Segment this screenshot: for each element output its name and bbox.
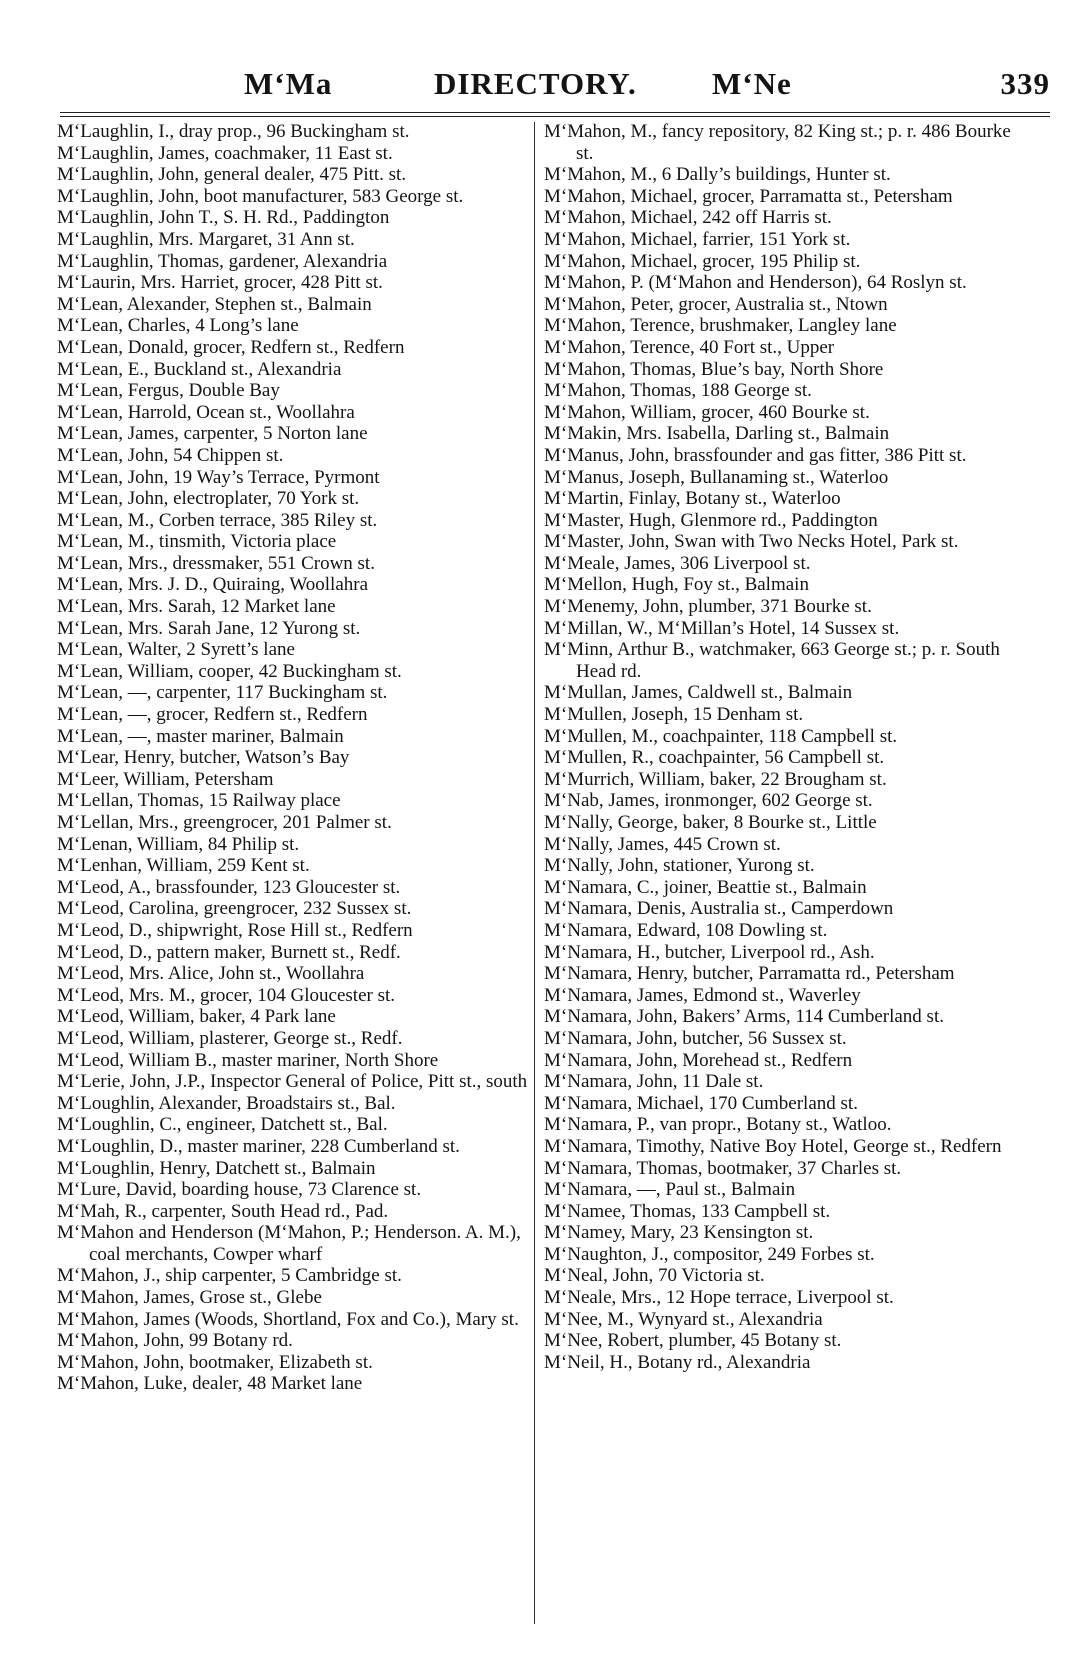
directory-entry: M‘Neal, John, 70 Victoria st. bbox=[544, 1265, 765, 1287]
directory-entry: M‘Mahon, Terence, brushmaker, Langley lane bbox=[544, 315, 897, 337]
directory-entry: M‘Laughlin, Thomas, gardener, Alexandria bbox=[57, 250, 388, 272]
directory-entry: M‘Laughlin, John T., S. H. Rd., Paddington bbox=[57, 207, 390, 229]
directory-entry: M‘Leod, William, baker, 4 Park lane bbox=[57, 1006, 336, 1028]
directory-entry: M‘Mahon, John, 99 Botany rd. bbox=[57, 1330, 293, 1352]
directory-entry: M‘Lean, James, carpenter, 5 Norton lane bbox=[57, 423, 368, 445]
directory-entry: M‘Mahon, James, Grose st., Glebe bbox=[57, 1287, 322, 1309]
directory-entry: M‘Namara, John, Morehead st., Redfern bbox=[544, 1049, 853, 1071]
directory-entry: M‘Lean, John, electroplater, 70 York st. bbox=[57, 488, 360, 510]
directory-entry: M‘Mahon, M., 6 Dally’s buildings, Hunter st. bbox=[544, 164, 891, 186]
directory-entry: M‘Namara, Edward, 108 Dowling st. bbox=[544, 919, 828, 941]
directory-entry: M‘Lean, —, grocer, Redfern st., Redfern bbox=[57, 704, 368, 726]
directory-entry: M‘Leod, Carolina, greengrocer, 232 Sussex st. bbox=[57, 898, 412, 920]
directory-entry: M‘Namee, Thomas, 133 Campbell st. bbox=[544, 1200, 831, 1222]
directory-entry: M‘Loughlin, C., engineer, Datchett st., Bal. bbox=[57, 1114, 388, 1136]
directory-entry: M‘Mahon, Peter, grocer, Australia st., Ntown bbox=[544, 293, 888, 315]
directory-entry: M‘Mahon, Terence, 40 Fort st., Upper bbox=[544, 336, 835, 358]
directory-entry: M‘Mahon and Henderson (M‘Mahon, P.; Henderson. A. M.), coal merchants, Cowper wharf bbox=[57, 1222, 521, 1265]
directory-entry: M‘Leod, D., pattern maker, Burnett st., Redf. bbox=[57, 941, 401, 963]
directory-entry: M‘Lellan, Mrs., greengrocer, 201 Palmer st. bbox=[57, 812, 392, 833]
directory-entry: M‘Laurin, Mrs. Harriet, grocer, 428 Pitt st. bbox=[57, 272, 383, 294]
directory-entry: M‘Leod, William, plasterer, George st., Redf. bbox=[57, 1027, 403, 1049]
directory-entry: M‘Laughlin, James, coachmaker, 11 East st. bbox=[57, 142, 393, 164]
running-head-title: DIRECTORY. bbox=[434, 66, 637, 101]
page-number: 339 bbox=[1000, 66, 1050, 101]
directory-entry: M‘Mahon, Thomas, Blue’s bay, North Shore bbox=[544, 358, 884, 380]
directory-entry: M‘Lean, Walter, 2 Syrett’s lane bbox=[57, 639, 295, 661]
directory-entry: M‘Minn, Arthur B., watchmaker, 663 George st.; p. r. South Head rd. bbox=[544, 639, 1000, 682]
directory-entry: M‘Mahon, Thomas, 188 George st. bbox=[544, 380, 812, 402]
directory-entry: M‘Nab, James, ironmonger, 602 George st. bbox=[544, 790, 873, 812]
directory-entry: M‘Neale, Mrs., 12 Hope terrace, Liverpool st. bbox=[544, 1287, 894, 1309]
directory-entry: M‘Lean, Mrs. Sarah Jane, 12 Yurong st. bbox=[57, 617, 361, 639]
directory-entry: M‘Namara, P., van propr., Botany st., Watloo. bbox=[544, 1114, 892, 1136]
directory-entry: M‘Mahon, J., ship carpenter, 5 Cambridge st. bbox=[57, 1265, 402, 1287]
directory-entry: M‘Loughlin, Alexander, Broadstairs st., Bal. bbox=[57, 1092, 396, 1114]
running-head-left: M‘Ma bbox=[244, 66, 333, 101]
directory-entry: M‘Leod, Mrs. M., grocer, 104 Gloucester st. bbox=[57, 984, 396, 1006]
directory-entry: M‘Lean, E., Buckland st., Alexandria bbox=[57, 358, 342, 380]
directory-entry: M‘Namara, Timothy, Native Boy Hotel, George st., Redfern bbox=[544, 1135, 1002, 1157]
directory-entry: M‘Namara, Denis, Australia st., Camperdown bbox=[544, 898, 894, 920]
column-divider bbox=[534, 122, 535, 1624]
directory-entry: M‘Mahon, Michael, grocer, 195 Philip st. bbox=[544, 250, 861, 272]
directory-entry: M‘Namara, C., joiner, Beattie st., Balmain bbox=[544, 876, 867, 898]
directory-entry: M‘Namara, John, butcher, 56 Sussex st. bbox=[544, 1027, 847, 1049]
directory-entry: M‘Lean, William, cooper, 42 Buckingham st. bbox=[57, 660, 402, 682]
directory-entry: M‘Nally, John, stationer, Yurong st. bbox=[544, 855, 815, 877]
directory-entry: M‘Naughton, J., compositor, 249 Forbes st. bbox=[544, 1243, 875, 1265]
header-rule-bottom bbox=[60, 116, 1050, 117]
directory-entry: M‘Lean, John, 54 Chippen st. bbox=[57, 444, 284, 466]
directory-entry: M‘Manus, Joseph, Bullanaming st., Waterloo bbox=[544, 466, 889, 488]
directory-entry: M‘Namara, Thomas, bootmaker, 37 Charles st. bbox=[544, 1157, 902, 1179]
directory-entry: M‘Lenan, William, 84 Philip st. bbox=[57, 833, 300, 855]
directory-entry: M‘Martin, Finlay, Botany st., Waterloo bbox=[544, 488, 841, 510]
directory-entry: M‘Mullen, Joseph, 15 Denham st. bbox=[544, 704, 804, 726]
directory-entry: M‘Laughlin, John, general dealer, 475 Pitt. st. bbox=[57, 164, 407, 186]
right-column bbox=[544, 121, 1014, 1373]
directory-entry: M‘Leod, D., shipwright, Rose Hill st., Redfern bbox=[57, 919, 413, 941]
directory-entry: M‘Master, John, Swan with Two Necks Hotel, Park st. bbox=[544, 531, 959, 553]
directory-entry: M‘Leod, Mrs. Alice, John st., Woollahra bbox=[57, 963, 365, 985]
directory-entry: M‘Lean, M., Corben terrace, 385 Riley st. bbox=[57, 509, 378, 531]
directory-entry: M‘Mullan, James, Caldwell st., Balmain bbox=[544, 682, 853, 704]
directory-entry: M‘Lean, M., tinsmith, Victoria place bbox=[57, 531, 337, 553]
directory-entry: M‘Namara, —, Paul st., Balmain bbox=[544, 1179, 796, 1201]
directory-entry: M‘Laughlin, John, boot manufacturer, 583 George st. bbox=[57, 185, 464, 207]
directory-entry: M‘Loughlin, Henry, Datchett st., Balmain bbox=[57, 1157, 376, 1179]
directory-entry: M‘Laughlin, I., dray prop., 96 Buckingham st. bbox=[57, 121, 410, 142]
directory-entry: M‘Lean, Fergus, Double Bay bbox=[57, 380, 280, 402]
directory-entry: M‘Mahon, Michael, 242 off Harris st. bbox=[544, 207, 832, 229]
directory-entry: M‘Namey, Mary, 23 Kensington st. bbox=[544, 1222, 814, 1244]
directory-entry: M‘Millan, W., M‘Millan’s Hotel, 14 Sussex st. bbox=[544, 617, 900, 639]
directory-entry: M‘Lerie, John, J.P., Inspector General of Police, Pitt st., south bbox=[57, 1071, 528, 1093]
directory-entry: M‘Namara, Michael, 170 Cumberland st. bbox=[544, 1092, 858, 1114]
directory-entry: M‘Mah, R., carpenter, South Head rd., Pad. bbox=[57, 1200, 389, 1222]
directory-entry: M‘Lean, Mrs. J. D., Quiraing, Woollahra bbox=[57, 574, 369, 596]
directory-entry: M‘Manus, John, brassfounder and gas fitter, 386 Pitt st. bbox=[544, 444, 967, 466]
directory-entry: M‘Mahon, M., fancy repository, 82 King st.; p. r. 486 Bourke st. bbox=[544, 121, 1011, 164]
directory-entry: M‘Namara, James, Edmond st., Waverley bbox=[544, 984, 861, 1006]
directory-entry: M‘Lean, Harrold, Ocean st., Woollahra bbox=[57, 401, 355, 423]
running-head-right: M‘Ne bbox=[712, 66, 792, 101]
directory-entry: M‘Lean, John, 19 Way’s Terrace, Pyrmont bbox=[57, 466, 380, 488]
directory-entry: M‘Makin, Mrs. Isabella, Darling st., Balmain bbox=[544, 423, 890, 445]
directory-entry: M‘Lean, —, master mariner, Balmain bbox=[57, 725, 344, 747]
directory-entry: M‘Mahon, Michael, farrier, 151 York st. bbox=[544, 228, 851, 250]
directory-entry: M‘Leer, William, Petersham bbox=[57, 768, 274, 790]
directory-entry: M‘Namara, Henry, butcher, Parramatta rd., Petersham bbox=[544, 963, 955, 985]
directory-entry: M‘Mahon, James (Woods, Shortland, Fox and Co.), Mary st. bbox=[57, 1308, 519, 1330]
directory-entry: M‘Nee, M., Wynyard st., Alexandria bbox=[544, 1308, 823, 1330]
directory-entry: M‘Neil, H., Botany rd., Alexandria bbox=[544, 1351, 811, 1373]
directory-entry: M‘Mullen, R., coachpainter, 56 Campbell st. bbox=[544, 747, 885, 769]
directory-entry: M‘Murrich, William, baker, 22 Brougham st. bbox=[544, 768, 887, 790]
header-rule-top bbox=[60, 112, 1050, 113]
directory-entry: M‘Mahon, Michael, grocer, Parramatta st., Petersham bbox=[544, 185, 953, 207]
directory-entry: M‘Leod, William B., master mariner, North Shore bbox=[57, 1049, 439, 1071]
directory-entry: M‘Mahon, William, grocer, 460 Bourke st. bbox=[544, 401, 870, 423]
directory-entry: M‘Master, Hugh, Glenmore rd., Paddington bbox=[544, 509, 878, 531]
directory-entry: M‘Loughlin, D., master mariner, 228 Cumberland st. bbox=[57, 1135, 460, 1157]
directory-entry: M‘Lean, Alexander, Stephen st., Balmain bbox=[57, 293, 372, 315]
directory-entry: M‘Meale, James, 306 Liverpool st. bbox=[544, 552, 811, 574]
left-column bbox=[57, 121, 530, 1395]
directory-entry: M‘Nally, James, 445 Crown st. bbox=[544, 833, 781, 855]
directory-entry: M‘Lean, Donald, grocer, Redfern st., Redfern bbox=[57, 336, 405, 358]
page-header bbox=[40, 66, 1052, 110]
directory-entry: M‘Lean, Mrs. Sarah, 12 Market lane bbox=[57, 596, 336, 618]
directory-entry: M‘Lenhan, William, 259 Kent st. bbox=[57, 855, 310, 877]
directory-entry: M‘Nee, Robert, plumber, 45 Botany st. bbox=[544, 1330, 842, 1352]
directory-entry: M‘Mahon, P. (M‘Mahon and Henderson), 64 Roslyn st. bbox=[544, 272, 967, 294]
directory-entry: M‘Menemy, John, plumber, 371 Bourke st. bbox=[544, 596, 872, 618]
directory-entry: M‘Lure, David, boarding house, 73 Clarence st. bbox=[57, 1179, 422, 1201]
directory-entry: M‘Lean, Charles, 4 Long’s lane bbox=[57, 315, 299, 337]
directory-entry: M‘Mahon, Luke, dealer, 48 Market lane bbox=[57, 1373, 363, 1395]
directory-entry: M‘Leod, A., brassfounder, 123 Gloucester st. bbox=[57, 876, 401, 898]
directory-entry: M‘Lear, Henry, butcher, Watson’s Bay bbox=[57, 747, 350, 769]
directory-entry: M‘Lean, —, carpenter, 117 Buckingham st. bbox=[57, 682, 388, 704]
directory-entry: M‘Namara, John, Bakers’ Arms, 114 Cumberland st. bbox=[544, 1006, 944, 1028]
directory-entry: M‘Nally, George, baker, 8 Bourke st., Little bbox=[544, 812, 877, 833]
directory-entry: M‘Mellon, Hugh, Foy st., Balmain bbox=[544, 574, 809, 596]
directory-entry: M‘Mahon, John, bootmaker, Elizabeth st. bbox=[57, 1351, 373, 1373]
directory-entry: M‘Mullen, M., coachpainter, 118 Campbell st. bbox=[544, 725, 898, 747]
directory-entry: M‘Namara, John, 11 Dale st. bbox=[544, 1071, 764, 1093]
directory-entry: M‘Namara, H., butcher, Liverpool rd., Ash. bbox=[544, 941, 875, 963]
directory-entry: M‘Lellan, Thomas, 15 Railway place bbox=[57, 790, 341, 812]
directory-entry: M‘Lean, Mrs., dressmaker, 551 Crown st. bbox=[57, 552, 375, 574]
directory-entry: M‘Laughlin, Mrs. Margaret, 31 Ann st. bbox=[57, 228, 355, 250]
